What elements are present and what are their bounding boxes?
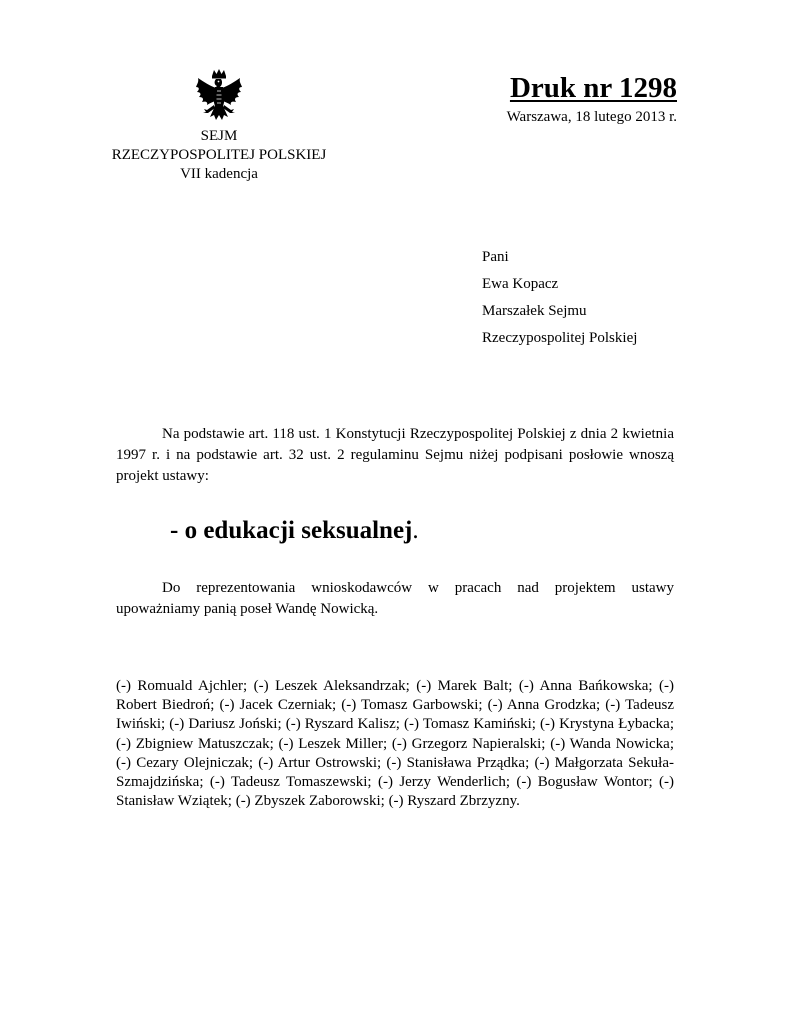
addressee-line: Marszałek Sejmu [482,303,587,319]
signatories-list: (-) Romuald Ajchler; (-) Leszek Aleksandrzak; (-) Marek Balt; (-) Anna Bańkowska; (-) Robert Biedroń; (-) Jacek Czerniak; (-) Tomasz Garbowski; (-) Anna Grodzka; (-) Tadeusz Iwiński; (-) Dariusz Joński; (-) Ryszard Kalisz; (-) Tomasz Kamiński; (-) Krystyna Łybacka; (-) Zbigniew Matuszczak; (-) Leszek Miller; (-) Grzegorz Napieralski; (-) Wanda Nowicka; (-) Cezary Olejniczak; (-) Artur Ostrowski; (-) Stanisława Prządka; (-) Małgorzata Sekuła-Szmajdzińska; (-) Tadeusz Tomaszewski; (-) Jerzy Wenderlich; (-) Bogusław Wontor; (-) Stanisław Wziątek; (-) Zbyszek Zaborowski; (-) Ryszard Zbrzyzny. [116,678,674,810]
institution-line: VII kadencja [180,166,258,182]
addressee-block [482,244,637,352]
place-date: Warszawa, 18 lutego 2013 r. [506,109,677,125]
intro-paragraph: Na podstawie art. 118 ust. 1 Konstytucji Rzeczypospolitej Polskiej z dnia 2 kwietnia 1997 r. i na podstawie art. 32 ust. 2 regulaminu Sejmu niżej podpisani posłowie wnoszą projekt ustawy: [116,426,674,484]
bill-title-text: - o edukacji seksualnej [170,517,413,544]
institution-line: SEJM [200,128,238,144]
institution-line: RZECZYPOSPOLITEJ POLSKIEJ [111,147,327,163]
addressee-line: Ewa Kopacz [482,276,559,292]
institution-block [90,127,348,184]
representation-paragraph: Do reprezentowania wnioskodawców w pracach nad projektem ustawy upoważniamy panią poseł Wandę Nowicką. [116,580,674,617]
bill-title-period: . [412,517,419,544]
addressee-line: Pani [482,249,509,265]
bill-title [170,515,419,547]
addressee-line: Rzeczypospolitej Polskiej [482,330,638,346]
polish-eagle-icon [194,68,244,128]
print-number: Druk nr 1298 [509,72,677,104]
